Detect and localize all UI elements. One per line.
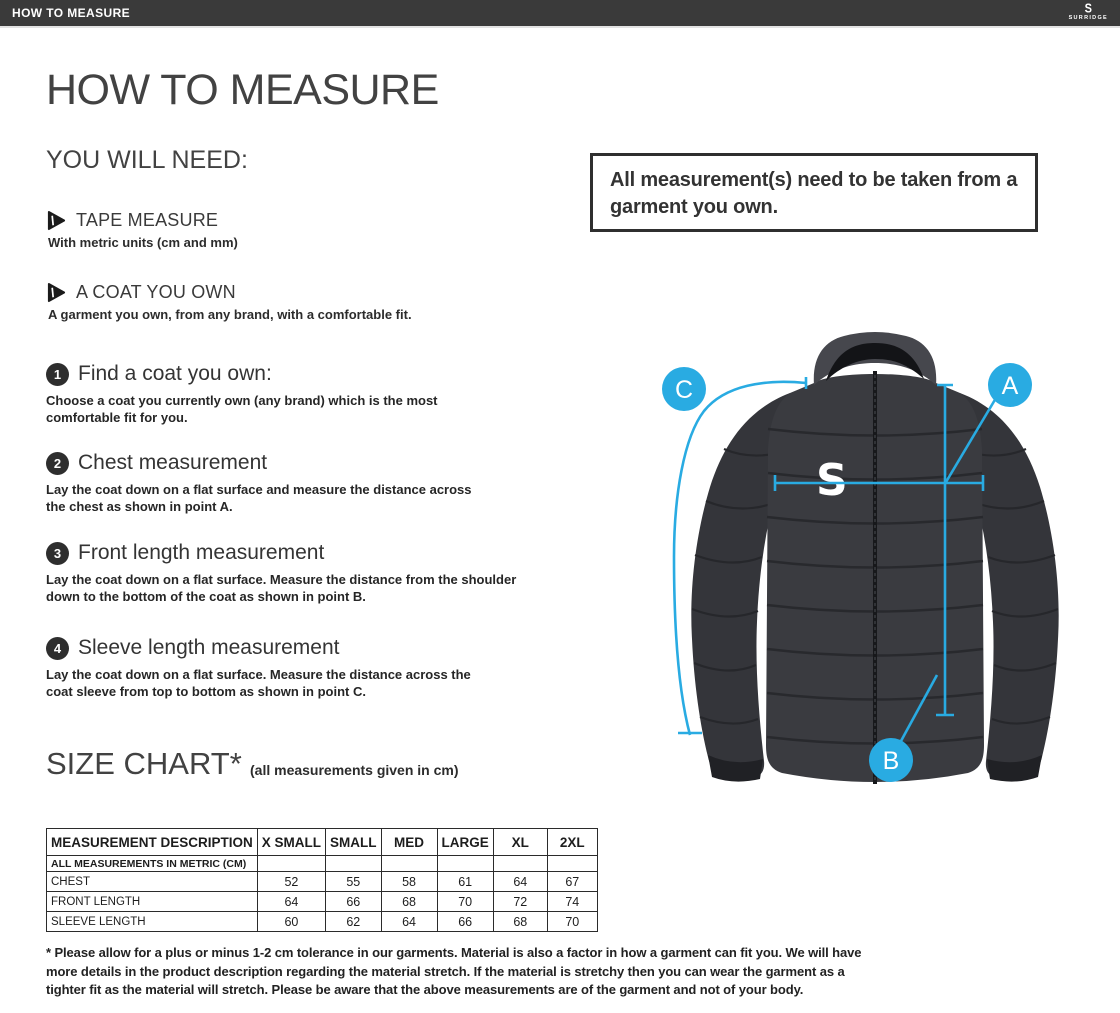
need-item-tape-measure — [46, 210, 238, 250]
step-desc-line: Lay the coat down on a flat surface. Measure the distance from the shoulder — [46, 572, 517, 587]
value-cell: 58 — [381, 872, 437, 892]
step-number-badge: 3 — [46, 542, 69, 565]
top-bar — [0, 0, 1120, 28]
step-desc-line: down to the bottom of the coat as shown in point B. — [46, 588, 366, 604]
value-cell: 55 — [326, 872, 382, 892]
topbar-title: HOW TO MEASURE — [12, 6, 131, 20]
footnote-line: * Please allow for a plus or minus 1-2 cm tolerance in our garments. Material is also a factor in how a garment can fit you. We will have — [46, 945, 862, 960]
footnote-line: tighter fit as the material will stretch. Please be aware that the above measurements are of the garment and not of your body. — [46, 982, 804, 997]
empty-cell — [326, 856, 382, 872]
column-header: SMALL — [326, 829, 382, 856]
step-description — [46, 482, 472, 515]
step-4 — [46, 636, 471, 700]
step-title: Chest measurement — [78, 451, 268, 474]
step-title: Find a coat you own: — [78, 362, 272, 385]
column-header: MEASUREMENT DESCRIPTION — [47, 829, 258, 856]
value-cell: 66 — [437, 912, 493, 932]
jacket-measurement-diagram — [640, 325, 1110, 805]
value-cell: 70 — [437, 892, 493, 912]
size-chart-subtitle: (all measurements given in cm) — [250, 762, 459, 778]
value-cell: 61 — [437, 872, 493, 892]
step-3 — [46, 541, 516, 605]
empty-cell — [493, 856, 547, 872]
surridge-s-icon: S — [1084, 2, 1092, 17]
triangle-bullet-icon — [46, 210, 67, 231]
value-cell: 64 — [257, 892, 325, 912]
table-row — [47, 912, 598, 932]
jacket-illustration — [640, 325, 1110, 805]
value-cell: 67 — [547, 872, 597, 892]
column-header: XL — [493, 829, 547, 856]
table-header-row — [47, 829, 598, 856]
need-item-desc: A garment you own, from any brand, with a comfortable fit. — [48, 307, 412, 322]
column-header: LARGE — [437, 829, 493, 856]
note-cell: ALL MEASUREMENTS IN METRIC (CM) — [47, 856, 258, 872]
step-2 — [46, 451, 472, 515]
footnote-line: more details in the product description regarding the material stretch. If the material is stretchy then you can wear the garment as a — [46, 963, 845, 979]
value-cell: 70 — [547, 912, 597, 932]
step-number-badge: 2 — [46, 452, 69, 475]
empty-cell — [257, 856, 325, 872]
value-cell: 52 — [257, 872, 325, 892]
footnote — [46, 944, 1106, 1000]
surridge-logo — [1069, 4, 1108, 22]
table-note-row — [47, 856, 598, 872]
need-item-title: TAPE MEASURE — [76, 210, 219, 230]
page-title: HOW TO MEASURE — [46, 66, 439, 114]
you-will-need-heading: YOU WILL NEED: — [46, 146, 248, 174]
step-title: Front length measurement — [78, 541, 325, 564]
table-row — [47, 872, 598, 892]
size-chart-table — [46, 828, 598, 932]
triangle-bullet-icon — [46, 282, 67, 303]
column-header: MED — [381, 829, 437, 856]
value-cell: 62 — [326, 912, 382, 932]
value-cell: 68 — [381, 892, 437, 912]
step-desc-line: the chest as shown in point A. — [46, 498, 233, 514]
marker-b-label: B — [882, 747, 900, 775]
need-item-coat — [46, 282, 412, 322]
value-cell: 68 — [493, 912, 547, 932]
marker-a-label: A — [1001, 372, 1019, 400]
row-label: CHEST — [47, 872, 258, 892]
step-description — [46, 572, 516, 605]
empty-cell — [437, 856, 493, 872]
marker-c-label: C — [674, 376, 694, 404]
value-cell: 74 — [547, 892, 597, 912]
step-desc-line: coat sleeve from top to bottom as shown in point C. — [46, 683, 366, 699]
value-cell: 64 — [493, 872, 547, 892]
column-header: X SMALL — [257, 829, 325, 856]
value-cell: 64 — [381, 912, 437, 932]
size-chart-title: SIZE CHART* — [46, 746, 242, 781]
step-number-badge: 4 — [46, 637, 69, 660]
step-desc-line: Lay the coat down on a flat surface and measure the distance across — [46, 482, 472, 497]
surridge-brand-name: SURRIDGE — [1068, 15, 1108, 22]
row-label: SLEEVE LENGTH — [47, 912, 258, 932]
value-cell: 66 — [326, 892, 382, 912]
step-desc-line: comfortable fit for you. — [46, 409, 188, 425]
table-row — [47, 892, 598, 912]
step-1 — [46, 362, 438, 426]
step-number-badge: 1 — [46, 363, 69, 386]
value-cell: 60 — [257, 912, 325, 932]
need-item-desc: With metric units (cm and mm) — [48, 235, 238, 250]
need-item-title: A COAT YOU OWN — [76, 282, 236, 302]
empty-cell — [381, 856, 437, 872]
surridge-logo-s: S — [816, 455, 848, 506]
empty-cell — [547, 856, 597, 872]
value-cell: 72 — [493, 892, 547, 912]
step-title: Sleeve length measurement — [78, 636, 340, 659]
step-desc-line: Lay the coat down on a flat surface. Measure the distance across the — [46, 667, 471, 682]
column-header: 2XL — [547, 829, 597, 856]
step-description — [46, 667, 471, 700]
step-desc-line: Choose a coat you currently own (any brand) which is the most — [46, 393, 438, 408]
callout-box: All measurement(s) need to be taken from a garment you own. — [590, 153, 1038, 232]
step-description — [46, 393, 438, 426]
row-label: FRONT LENGTH — [47, 892, 258, 912]
